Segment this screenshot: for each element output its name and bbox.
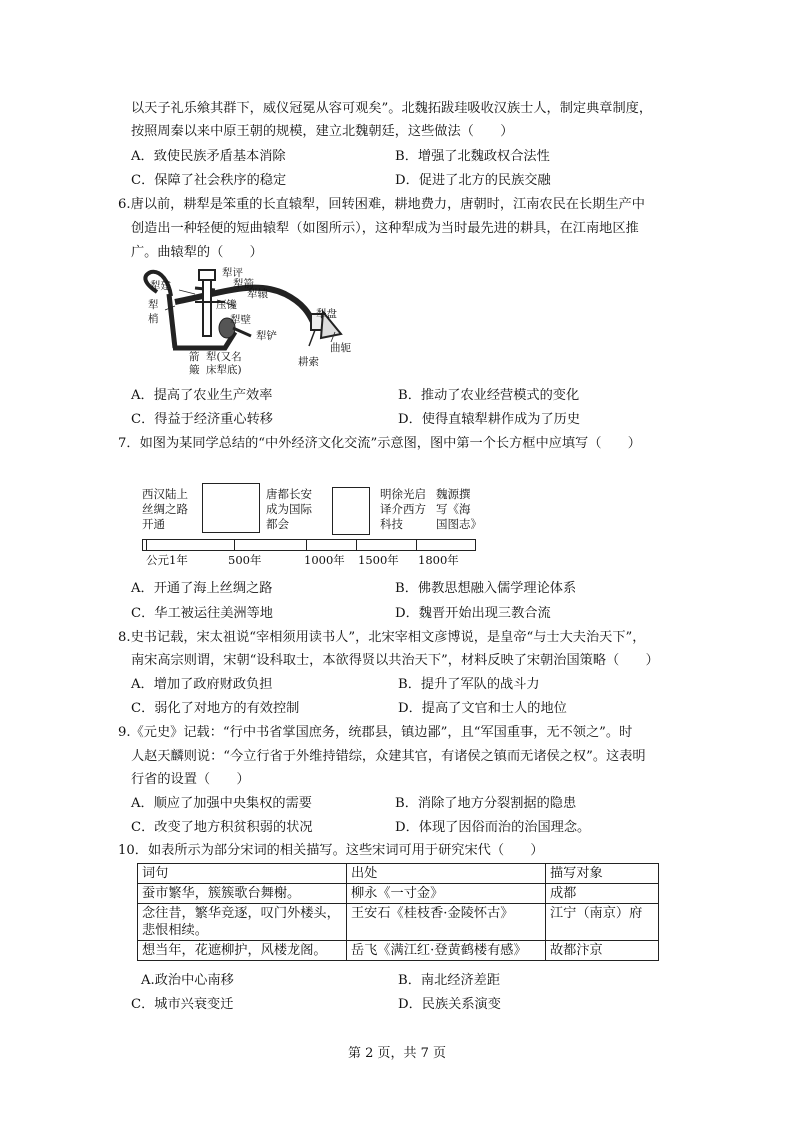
q6-option-d[interactable]: D．使得直辕犁耕作成为了历史: [398, 412, 581, 427]
q10-option-b[interactable]: B．南北经济差距: [398, 973, 501, 988]
q6-option-a[interactable]: A．提高了农业生产效率: [131, 388, 273, 403]
q9-stem-line1: 9.《元史》记载：“行中书省掌国庶务，统郡县，镇边鄙”，且“军国重事，无不领之”。时: [118, 725, 633, 740]
timeline-box-2: [266, 487, 312, 532]
table-cell: 故都汴京: [546, 941, 659, 961]
timeline-box-1: [142, 487, 188, 532]
q7-stem: 7．如图为某同学总结的“中外经济文化交流”示意图，图中第一个长方框中应填写（ ）: [118, 436, 641, 451]
tick-3: [306, 539, 307, 551]
timeline-box4-line1: 魏源撰: [436, 487, 471, 501]
q7-timeline: [138, 483, 482, 573]
q10-option-c[interactable]: C．城市兴衰变迁: [131, 997, 234, 1012]
q6-option-c[interactable]: C．得益于经济重心转移: [131, 412, 273, 427]
table-cell: 成都: [546, 884, 659, 904]
plow-label-lidi-1: 犁(又名: [206, 351, 242, 363]
q5-stem-line2: 按照周秦以来中原王朝的规模，建立北魏朝廷，这些做法（ ）: [131, 124, 514, 139]
timeline-box3-line1: 明徐光启: [380, 487, 426, 501]
tick-2: [234, 539, 235, 551]
q7-option-d[interactable]: D．魏晋开始出现三教合流: [395, 606, 551, 621]
q10-option-d[interactable]: D．民族关系演变: [398, 997, 501, 1012]
table-row: [138, 904, 659, 941]
timeline-box-4: [436, 487, 482, 532]
tick-4: [356, 539, 357, 551]
q6-stem-line2: 创造出一种轻便的短曲辕犁（如图所示），这种犁成为当时最先进的耕具，在江南地区推: [131, 221, 639, 236]
q10-stem: 10．如表所示为部分宋词的相关描写。这些宋词可用于研究宋代（ ）: [118, 843, 544, 858]
page-footer: 第 2 页，共 7 页: [347, 1046, 447, 1061]
table-header-cell: 出处: [347, 864, 546, 884]
timeline-box3-line2: 译介西方: [380, 502, 426, 516]
tick-label-3: 1000年: [304, 553, 345, 567]
q6-stem-line1: 6.唐以前，耕犁是笨重的长直辕犁，回转困难，耕地费力，唐朝时，江南农民在长期生产中: [118, 197, 645, 212]
timeline-box2-line3: 都会: [266, 517, 289, 531]
q8-option-b[interactable]: B．提升了军队的战斗力: [398, 677, 540, 692]
q5-option-b[interactable]: B．增强了北魏政权合法性: [395, 149, 550, 164]
q8-option-a[interactable]: A．增加了政府财政负担: [131, 677, 273, 692]
plow-label-qiyuan: 曲轭: [330, 342, 351, 354]
plow-label-libi: 犁壁: [230, 314, 251, 326]
q7-option-a[interactable]: A．开通了海上丝绸之路: [131, 581, 273, 596]
table-header-cell: 描写对象: [546, 864, 659, 884]
q6-option-b[interactable]: B．推动了农业经营模式的变化: [398, 388, 580, 403]
q9-option-c[interactable]: C．改变了地方积贫积弱的状况: [131, 820, 313, 835]
plow-label-gengsuo: 耕索: [298, 356, 319, 368]
answer-box-1[interactable]: [202, 483, 260, 533]
timeline-axis: [142, 539, 476, 551]
timeline-box4-line3: 国图志》: [436, 517, 482, 531]
timeline-box3-line3: 科技: [380, 517, 403, 531]
tick-label-2: 500年: [228, 553, 262, 567]
song-ci-table: [137, 863, 659, 961]
table-cell: 念往昔，繁华竞逐，叹门外楼头，悲恨相续。: [138, 904, 347, 941]
tick-label-5: 1800年: [418, 553, 459, 567]
q8-option-c[interactable]: C．弱化了对地方的有效控制: [131, 701, 300, 716]
table-header-cell: 词句: [138, 864, 347, 884]
q9-option-a[interactable]: A．顺应了加强中央集权的需要: [131, 796, 312, 811]
q8-stem-line2: 南宋高宗则谓，宋朝“设科取士，本欲得贤以共治天下”，材料反映了宋朝治国策略（ ）: [131, 653, 659, 668]
q5-option-a[interactable]: A．致使民族矛盾基本消除: [131, 149, 286, 164]
q9-stem-line3: 行省的设置（ ）: [131, 772, 250, 787]
q5-option-c[interactable]: C．保障了社会秩序的稳定: [131, 173, 287, 188]
table-cell: 柳永《一寸金》: [347, 884, 546, 904]
table-header-row: [138, 864, 659, 884]
q6-stem-line3: 广。曲辕犁的（ ）: [131, 245, 263, 260]
plow-label-jianwei: 箭: [189, 351, 200, 363]
q9-stem-line2: 人赵天麟则说：“今立行省于外维持错综，众建其官，有诸侯之镇而无诸侯之权”。这表明: [131, 749, 646, 764]
plow-label-lidi-2: 床犁底): [206, 364, 242, 376]
plow-label-lishao: 犁梢: [148, 299, 159, 325]
plow-label-lipan: 犁盘: [316, 308, 337, 320]
table-cell: 王安石《桂枝香·金陵怀古》: [347, 904, 546, 941]
answer-box-2[interactable]: [332, 487, 370, 535]
q9-option-b[interactable]: B．消除了地方分裂割据的隐患: [395, 796, 577, 811]
plow-label-liyuan: 犁辕: [247, 288, 268, 300]
q9-option-d[interactable]: D．体现了因俗而治的治国理念。: [395, 820, 591, 835]
timeline-box2-line1: 唐都长安: [266, 487, 312, 501]
tick-label-1: 公元1年: [146, 553, 188, 567]
table-row: [138, 941, 659, 961]
plow-label-lichan: 犁铲: [256, 330, 277, 342]
timeline-box1-line1: 西汉陆上: [142, 487, 188, 501]
q8-option-d[interactable]: D．提高了文官和士人的地位: [398, 701, 567, 716]
plow-label-lijian2: 犁箭: [233, 278, 254, 290]
table-cell: 岳飞《满江红·登黄鹤楼有感》: [347, 941, 546, 961]
tick-1: [146, 539, 147, 551]
tick-label-4: 1500年: [358, 553, 399, 567]
plow-label-wei: 簸: [189, 364, 200, 376]
q8-stem-line1: 8.史书记载，宋太祖说“宰相须用读书人”，北宋宰相文彦博说，是皇帝“与士大夫治天下”，: [118, 630, 646, 645]
timeline-box1-line3: 开通: [142, 517, 165, 531]
q7-option-b[interactable]: B．佛教思想融入儒学理论体系: [395, 581, 577, 596]
table-row: [138, 884, 659, 904]
q5-option-d[interactable]: D．促进了北方的民族交融: [395, 173, 551, 188]
timeline-box1-line2: 丝绸之路: [142, 502, 188, 516]
timeline-box-3: [380, 487, 426, 532]
plow-label-lijian: 犁建: [150, 280, 171, 292]
table-cell: 蚕市繁华，簇簇歌台舞榭。: [138, 884, 347, 904]
tick-5: [416, 539, 417, 551]
table-cell: 想当年，花遮柳护，风楼龙阁。: [138, 941, 347, 961]
q7-option-c[interactable]: C．华工被运往美洲等地: [131, 606, 273, 621]
q5-stem-line1: 以天子礼乐飨其群下，威仪冠冕从容可观矣”。北魏拓跋珪吸收汉族士人，制定典章制度，: [131, 101, 653, 116]
plow-label-yadao: 压镵: [216, 299, 237, 311]
timeline-box2-line2: 成为国际: [266, 502, 312, 516]
q10-option-a[interactable]: A.政治中心南移: [141, 973, 234, 988]
plow-label-liping: 犁评: [222, 267, 243, 279]
table-cell: 江宁（南京）府: [546, 904, 659, 941]
timeline-box4-line2: 写《海: [436, 502, 471, 516]
